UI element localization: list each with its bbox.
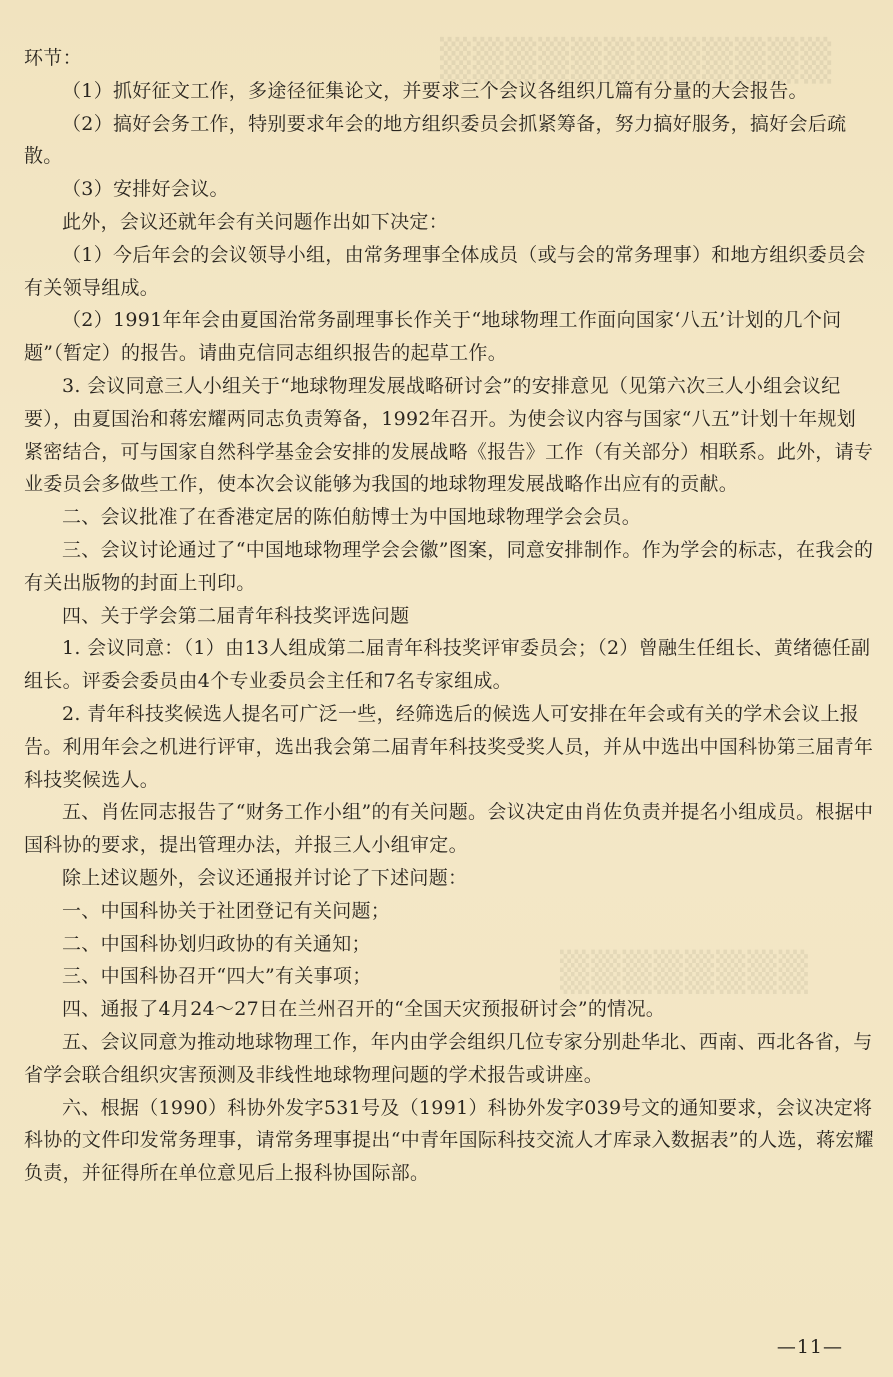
paragraph: （2）1991年年会由夏国治常务副理事长作关于“地球物理工作面向国家‘八五’计划的几个问题”（暂定）的报告。请曲克信同志组织报告的起草工作。 — [24, 309, 842, 365]
paragraph: 环节： — [24, 47, 82, 69]
list-item: 六、根据（1990）科协外发字531号及（1991）科协外发字039号文的通知要求，会议决定将科协的文件印发常务理事，请常务理事提出“中青年国际科技交流人才库录入数据表”的人选，蒋宏耀负责，并征得所在单位意见后上报科协国际部。 — [24, 1096, 874, 1185]
paragraph: 五、肖佐同志报告了“财务工作小组”的有关问题。会议决定由肖佐负责并提名小组成员。根据中国科协的要求，提出管理办法，并报三人小组审定。 — [24, 801, 874, 857]
list-item: 一、中国科协关于社团登记有关问题； — [62, 899, 391, 922]
bleed-through-decoration: ▒▒▒▒▒▒▒▒▒▒▒▒ — [440, 38, 834, 84]
list-item: 二、中国科协划归政协的有关通知； — [62, 932, 371, 955]
paragraph: 二、会议批准了在香港定居的陈伯舫博士为中国地球物理学会会员。 — [62, 506, 642, 529]
paragraph: （3）安排好会议。 — [62, 178, 229, 201]
paragraph: 除上述议题外，会议还通报并讨论了下述问题： — [62, 866, 468, 889]
paragraph: 2. 青年科技奖候选人提名可广泛一些，经筛选后的候选人可安排在年会或有关的学术会议上报告。利用年会之机进行评审，选出我会第二届青年科技奖受奖人员，并从中选出中国科协第三届青年科技奖候选人。 — [24, 702, 874, 791]
body-text — [24, 42, 874, 1190]
paragraph: 3. 会议同意三人小组关于“地球物理发展战略研讨会”的安排意见（见第六次三人小组会议纪要），由夏国治和蒋宏耀两同志负责筹备，1992年召开。为使会议内容与国家“八五”计划十年规划紧密结合，可与国家自然科学基金会安排的发展战略《报告》工作（有关部分）相联系。此外，请专业委员会多做些工作，使本次会议能够为我国的地球物理发展战略作出应有的贡献。 — [24, 374, 874, 496]
paragraph: （1）抓好征文工作，多途径征集论文，并要求三个会议各组织几篇有分量的大会报告。 — [62, 79, 808, 102]
paragraph: 三、会议讨论通过了“中国地球物理学会会徽”图案，同意安排制作。作为学会的标志，在我会的有关出版物的封面上刊印。 — [24, 538, 874, 594]
section-heading: 四、关于学会第二届青年科技奖评选问题 — [62, 604, 410, 627]
paragraph: 此外，会议还就年会有关问题作出如下决定： — [62, 210, 449, 233]
paragraph: 1. 会议同意：（1）由13人组成第二届青年科技奖评审委员会；（2）曾融生任组长、黄绪德任副组长。评委会委员由4个专业委员会主任和7名专家组成。 — [24, 637, 871, 693]
list-item: 五、会议同意为推动地球物理工作，年内由学会组织几位专家分别赴华北、西南、西北各省，与省学会联合组织灾害预测及非线性地球物理问题的学术报告或讲座。 — [24, 1030, 873, 1086]
paragraph: （2）搞好会务工作，特别要求年会的地方组织委员会抓紧筹备，努力搞好服务，搞好会后疏散。 — [24, 112, 847, 168]
paragraph: （1）今后年会的会议领导小组，由常务理事全体成员（或与会的常务理事）和地方组织委员会有关领导组成。 — [24, 243, 866, 299]
list-item: 四、通报了4月24～27日在兰州召开的“全国天灾预报研讨会”的情况。 — [62, 998, 666, 1021]
bleed-through-decoration: ▒▒▒▒▒▒▒▒ — [560, 950, 810, 994]
list-item: 三、中国科协召开“四大”有关事项； — [62, 965, 372, 988]
page-number: —11— — [776, 1336, 843, 1358]
